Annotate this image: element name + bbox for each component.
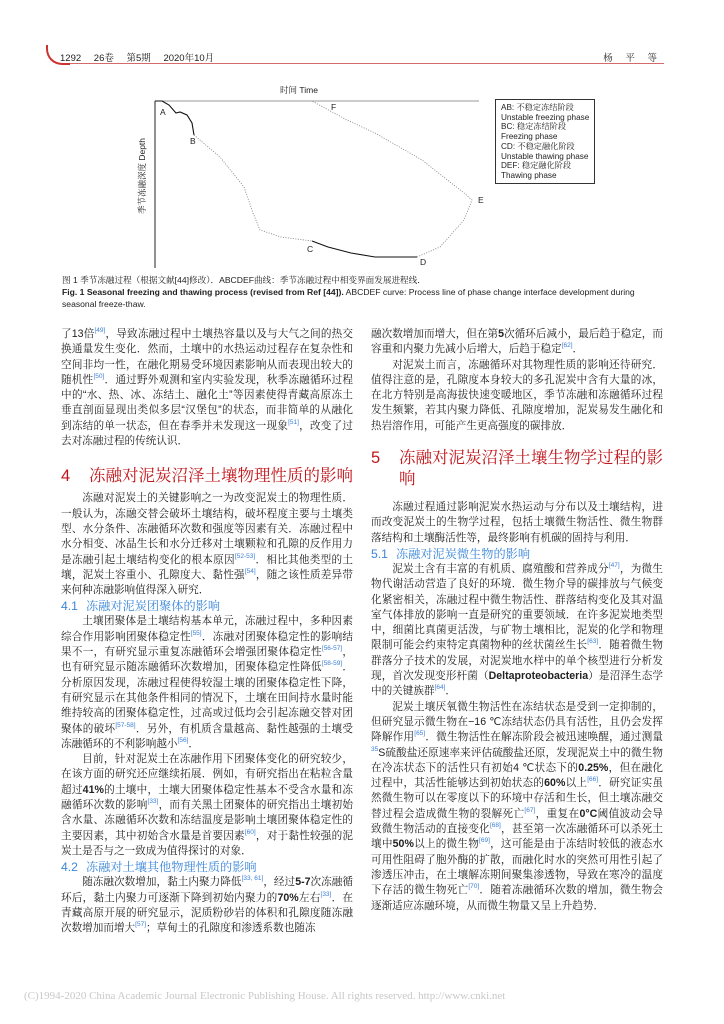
text-run: ．通过野外观测和室内实验发现，秋季冻融循环过程中的“水、热、冰、冻结土、融化土”等因素使得青藏高原冻土垂直剖面显现出类似多层“汉堡包”的状态，而非简单的从融化到冻结的单一状态，但在春季并未发现这一现象 [61, 373, 354, 432]
citation[interactable]: [51] [288, 418, 299, 426]
y-axis-label: 季节冻融深度 Depth [137, 137, 147, 215]
left-column [61, 327, 353, 936]
citation[interactable]: [33] [320, 890, 332, 898]
text-run: 次循环后减小，最后趋于稳定，而容重和内聚力先减小后增大，后趋于稳定 [371, 328, 664, 356]
section-4-1-heading [61, 598, 353, 614]
bold-text: 0°C [579, 807, 598, 820]
text-run: S硫酸盐还原速率来评估硫酸盐还原，发现泥炭土中的微生物在冷冻状态下的活性只有初始4 ℃状态下的 [371, 746, 663, 774]
figure-legend [495, 99, 595, 184]
bold-text: 5 [498, 328, 505, 340]
citation[interactable]: [50] [93, 372, 105, 380]
text-run: ．随着冻融循环次数的增加，微生物会逐渐适应冻融环境，从而微生物量又呈上升趋势． [371, 884, 664, 912]
text-run: 目前，针对泥炭土在冻融作用下团聚体变化的研究较少，在该方面的研究还应继续拓展．例如，有研究指出在粘粒含量超过 [61, 753, 353, 796]
legend-item: Thawing phase [501, 170, 557, 180]
figure-1-diagram [0, 0, 724, 280]
section-number: 5 [371, 449, 381, 468]
text-run: ．随着微生物群落分子技术的发展，对泥炭地水样中的单个核型进行分析发现，首次发现变形杆菌（ [371, 639, 664, 683]
caption-en-text: ABCDEF curve: Process line of phase change interface development during seasonal freeze-thaw. [62, 287, 635, 310]
point-label-e: E [478, 195, 484, 205]
citation[interactable]: [64] [434, 684, 446, 692]
point-label-d: D [420, 257, 427, 267]
date: 2020年10月 [163, 53, 215, 64]
point-label-b: B [190, 136, 196, 146]
text-run: ，对于黏性较强的泥炭土是否与之一致成为值得探讨的对象． [61, 829, 354, 857]
citation[interactable]: [54] [244, 567, 256, 575]
caption-cn: 图 1 季节冻融过程（根据文献[44]修改）．ABCDEF曲线：季节冻融过程中相变界面发展进程线． [62, 275, 426, 285]
curve-bc [194, 135, 312, 241]
text-run: 冻融对泥炭土的关键影响之一为改变泥炭土的物理性质．一般认为，冻融交替会破坏土壤结构，破坏程度主要与土壤类型、水分条件、冻融循环次数和强度等因素有关．冻融过程中水分相变、冰晶生长和水分迁移对土壤颗粒和孔隙的反作用力是冻融引起土壤结构变化的根本原因 [61, 492, 353, 566]
section-title: 冻融对泥炭团聚体的影响 [85, 599, 221, 614]
text-run: 泥炭土壤厌氧微生物活性在冻结状态是受到一定抑制的，但研究显示微生物在−16 ℃冻结状态仍具有活性，且仍会发挥降解作用 [371, 700, 663, 744]
citation[interactable]: 35 [371, 745, 379, 753]
text-run: 随冻融次数增加，黏土内聚力降低 [82, 876, 242, 889]
paragraph [61, 614, 353, 752]
text-run: 土壤团聚体是土壤结构基本单元，冻融过程中，多种因素综合作用影响团聚体稳定性 [61, 615, 353, 643]
x-axis-label: 时间 Time [280, 85, 318, 95]
text-run: 阈值波动会导致微生物活动的直接变化 [371, 807, 664, 836]
authors: 杨 平 等 [603, 53, 662, 64]
section-title: 冻融对泥炭沼泽土壤生物学过程的影响 [399, 449, 663, 489]
text-run: 左右 [298, 891, 321, 904]
paragraph [371, 358, 663, 434]
text-run: ，这可能是由于冻结时较低的液态水可用性阻碍了胞外酶的扩散，而融化时水的突然可用性引起了渗透压冲击，在土壤解冻期间聚集渗透物，导致在寒冷的温度下存活的微生物死亡 [371, 838, 664, 897]
citation[interactable]: [67] [524, 806, 536, 814]
bold-text: 41% [82, 783, 104, 796]
text-run: ，为微生物代谢活动营造了良好的环境．微生物介导的碳排放与气候变化紧密相关，冻融过程中微生物活性、群落结构变化及其对温室气体排放的影响一直是研究的重要领域．在许多泥炭地类型中，细菌比真菌更活泼，与矿物土壤相比，泥炭的化学和物理限制可能会约束特定真菌物种的丝状菌丝生长 [371, 562, 663, 652]
citation[interactable]: [55] [190, 629, 202, 637]
text-run: ，重复在 [535, 807, 580, 820]
copyright-watermark: (C)1994-2020 China Academic Journal Electronic Publishing House. All rights reserved. http://www.cnki.net [24, 990, 506, 1002]
curve-def [312, 101, 472, 257]
text-run: 融次数增加而增大，但在第 [371, 328, 499, 340]
citation[interactable]: [56-57] [321, 645, 343, 653]
citation[interactable]: [47] [608, 561, 620, 569]
text-run: 次冻融循环后，黏土内聚力可逐渐下降到初始内聚力的 [61, 876, 353, 904]
text-run: 对泥炭土而言，冻融循环对其物理性质的影响还待研究．值得注意的是，孔隙度本身较大的多孔泥炭中含有大量的冰，在北方特别是高海拔快速变暖地区，季节冻融和冻融循环过程发生频繁，若其内聚力降低、孔隙度增加，泥炭易发生融化和热岩溶作用，可能产生更高强度的碳排放． [371, 358, 663, 432]
curve-cd [312, 241, 417, 257]
text-run: ，但在融化过程中，其活性能够达到初始状态的 [371, 761, 664, 790]
citation[interactable]: [63] [587, 638, 599, 646]
legend-item: Unstable freezing phase [501, 112, 590, 122]
bold-text: 60% [544, 777, 566, 790]
caption-en-title: Fig. 1 Seasonal freezing and thawing process (revised from Ref [44]). [62, 287, 344, 298]
citation[interactable]: [58-59] [321, 660, 343, 668]
text-run: ，改变了过去对冻融过程的传统认识． [61, 419, 354, 448]
citation[interactable]: [60] [244, 828, 256, 836]
text-run: 以上的微生物 [413, 838, 480, 851]
citation[interactable]: [66] [587, 776, 599, 784]
section-number: 4.1 [61, 599, 78, 614]
text-run: 泥炭土含有丰富的有机质、腐殖酸和营养成分 [392, 562, 609, 575]
legend-item: AB: 不稳定冻结阶段 [501, 103, 574, 112]
section-4-heading [61, 466, 353, 487]
text-run: 以上 [565, 777, 588, 790]
figure-caption [62, 274, 666, 311]
text-run: ．另外，有机质含量越高、黏性越强的土壤受冻融循环的不利影响越小 [61, 722, 354, 750]
bold-text: 5-7 [295, 876, 311, 889]
text-run: ，也有研究显示随冻融循环次数增加，团聚体稳定性降低 [61, 646, 354, 674]
text-run: ，经过 [263, 876, 296, 889]
text-run: ．研究证实虽然微生物可以在零度以下的环境中存活和生长，但土壤冻融交替过程会造成微生物的裂解死亡 [371, 777, 664, 820]
text-run: ，而有关黑土团聚体的研究指出土壤初始含水量、冻融循环次数和冻结温度是影响土壤团聚体稳定性的主要因素，其中初始含水量是首要因素 [61, 799, 354, 842]
citation[interactable]: [33, 61] [241, 875, 264, 883]
page-number: 1292 [60, 53, 82, 64]
paragraph [61, 327, 353, 449]
citation[interactable]: [49] [94, 327, 106, 334]
paragraph [371, 562, 663, 700]
bold-text: 70% [277, 891, 299, 904]
point-label-f: F [331, 102, 337, 112]
citation[interactable]: [56] [177, 736, 189, 744]
text-run: ，甚至第一次冻融循环可以杀死土壤中 [371, 823, 664, 851]
volume: 26卷 [93, 53, 114, 64]
paragraph [61, 875, 353, 936]
section-title: 冻融对土壤其他物理性质的影响 [85, 860, 257, 875]
section-5-1-heading [371, 546, 663, 562]
legend-item: BC: 稳定冻结阶段 [501, 122, 567, 132]
text-run: ．相比其他类型的土壤，泥炭土容重小、孔隙度大、黏性强 [61, 553, 354, 581]
issue: 第5期 [126, 53, 151, 64]
bold-text: 50% [392, 838, 414, 851]
text-run: ；草甸土的孔隙度和渗透系数也随冻 [146, 922, 316, 935]
citation[interactable]: [57] [135, 921, 146, 929]
bold-text: Deltaproteobacteria [488, 670, 589, 683]
text-run: 的土壤中，土壤大团聚体稳定性基本不受含水量和冻融循环次数的影响 [61, 783, 354, 812]
text-run: ． [188, 737, 199, 750]
legend-item: Freezing phase [501, 132, 558, 142]
section-4-2-heading [61, 859, 353, 875]
citation[interactable]: [68] [489, 822, 501, 830]
legend-item: DEF: 稳定融化阶段 [501, 161, 572, 171]
section-number: 4.2 [61, 860, 78, 875]
section-number: 5.1 [371, 546, 388, 561]
section-number: 4 [61, 467, 71, 486]
citation[interactable]: [57-58] [115, 721, 136, 729]
paragraph [371, 327, 663, 358]
text-run: 冻融过程通过影响泥炭水热运动与分布以及土壤结构，进而改变泥炭土的生物学过程，包括土壤微生物活性、微生物群落结构和土壤酶活性等，最终影响有机碳的固持与利用． [371, 501, 663, 544]
citation[interactable]: [69] [479, 837, 490, 845]
text-run: ）是沼泽生态学中的关键族群 [371, 670, 664, 698]
legend-item: CD: 不稳定融化阶段 [501, 141, 575, 151]
section-title: 冻融对泥炭沼泽土壤物理性质的影响 [89, 467, 353, 486]
text-run: ，随之该性质差异带来何种冻融影响值得深入研究． [61, 568, 354, 597]
text-run: ．在青藏高原开展的研究显示，泥质粉砂岩的体积和孔隙度随冻融次数增加而增大 [61, 891, 354, 935]
text-run: ．冻融对团聚体稳定性的影响结果不一，有研究显示重复冻融循环会增强团聚体稳定性 [61, 630, 354, 659]
paragraph [61, 491, 353, 598]
text-run: ，导致冻融过程中土壤热容量以及与大气之间的热交换通量发生变化．然而，土壤中的水热运动过程存在复杂性和空间非均一性，在融化期易受环境因素影响从而表现出较大的随机性 [61, 328, 353, 386]
point-label-c: C [307, 244, 314, 254]
section-title: 冻融对泥炭微生物的影响 [395, 546, 531, 561]
right-column [371, 327, 663, 914]
paragraph [61, 752, 353, 859]
bold-text: 0.25% [578, 761, 609, 774]
citation[interactable]: [70] [468, 883, 480, 891]
text-run: ．微生物活性在解冻阶段会被迅速唤醒，通过测量 [425, 731, 664, 744]
paragraph [371, 500, 663, 546]
text-run: 了13倍 [61, 328, 95, 340]
text-run: ．分析原因发现，冻融过程使得较湿土壤的团聚体稳定性下降，有研究显示在其他条件相同的情况下，土壤在田间持水量时能维持较高的团聚体稳定性，过高或过低均会引起冻融交替对团聚体的破坏 [61, 661, 354, 735]
paragraph [371, 700, 663, 914]
section-5-heading [371, 448, 663, 490]
text-run: ． [445, 685, 456, 698]
text-run: ． [572, 343, 584, 356]
legend-item: Unstable thawing phase [501, 151, 589, 161]
citation[interactable]: [33] [147, 798, 159, 806]
citation[interactable]: [62] [561, 342, 573, 350]
citation[interactable]: [52-53] [234, 552, 256, 560]
point-label-a: A [160, 107, 166, 117]
citation[interactable]: [65] [414, 730, 426, 738]
